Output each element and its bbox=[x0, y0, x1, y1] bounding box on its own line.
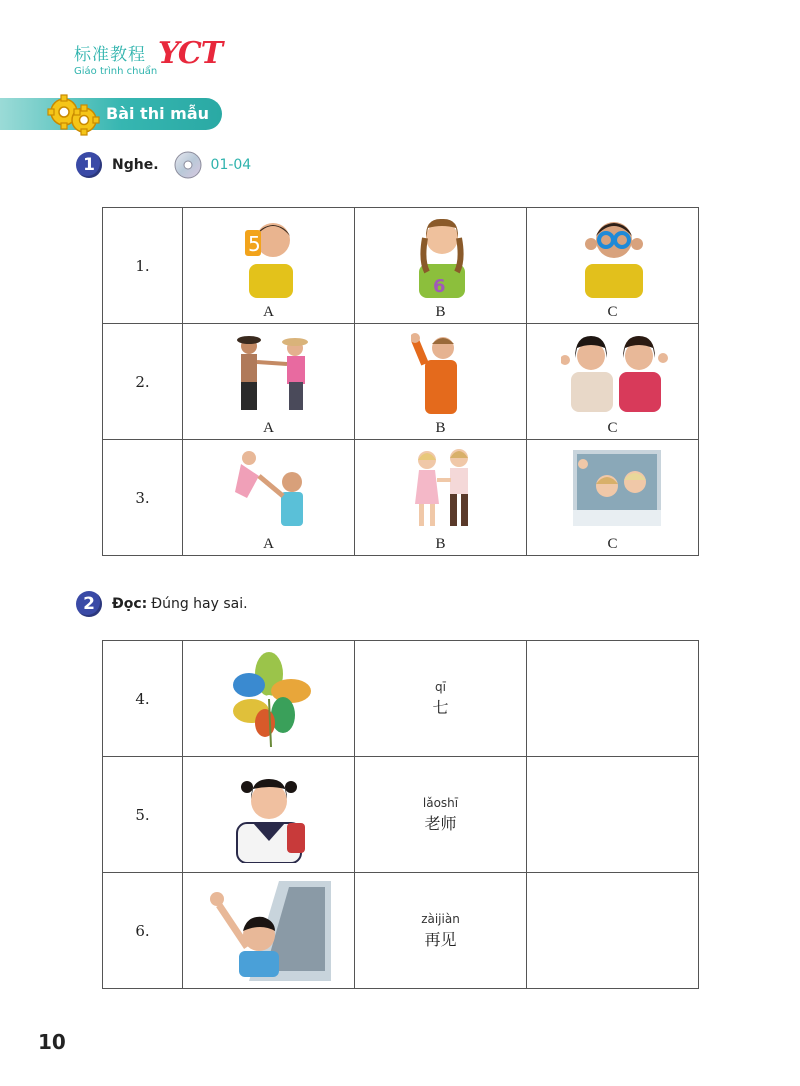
row-number: 6. bbox=[103, 873, 183, 989]
answer-cell[interactable] bbox=[527, 641, 699, 757]
boy-car-window-image bbox=[209, 881, 331, 981]
logo-brand-mark: YCT bbox=[158, 36, 223, 71]
audio-track-number: 01-04 bbox=[210, 157, 252, 173]
svg-text:5: 5 bbox=[248, 232, 261, 256]
table-row bbox=[103, 324, 699, 440]
man-swinging-girl-image bbox=[229, 448, 313, 530]
row-number: 5. bbox=[103, 757, 183, 873]
option-cell bbox=[527, 324, 699, 440]
girl-student-image bbox=[229, 767, 309, 863]
reading-table bbox=[102, 640, 699, 989]
section-instruction: Nghe. bbox=[112, 157, 159, 173]
row-number: 1. bbox=[103, 208, 183, 324]
table-row bbox=[103, 641, 699, 757]
section-number-badge: 2 bbox=[76, 591, 102, 617]
option-cell bbox=[527, 208, 699, 324]
banner-title: Bài thi mẫu bbox=[106, 104, 209, 123]
section-instruction: Đọc: bbox=[112, 596, 148, 612]
option-letter: A bbox=[263, 304, 274, 320]
row-number: 2. bbox=[103, 324, 183, 440]
option-letter: C bbox=[607, 304, 618, 320]
gears-icon bbox=[46, 92, 100, 138]
table-row bbox=[103, 757, 699, 873]
option-letter: A bbox=[263, 420, 274, 436]
table-row bbox=[103, 440, 699, 556]
option-cell bbox=[183, 208, 355, 324]
hanzi-text: 老师 bbox=[424, 813, 457, 833]
pinyin-text: qī bbox=[435, 679, 446, 694]
picture-cell bbox=[183, 757, 355, 873]
table-row bbox=[103, 208, 699, 324]
row-number: 4. bbox=[103, 641, 183, 757]
girls-holding-hands-image bbox=[409, 446, 479, 530]
hanzi-text: 七 bbox=[432, 697, 449, 717]
children-handshake-image bbox=[231, 332, 317, 414]
section-1-heading bbox=[76, 150, 251, 180]
pinyin-text: zàijiàn bbox=[421, 911, 460, 926]
page-number: 10 bbox=[38, 1030, 66, 1054]
pinwheel-image bbox=[219, 649, 319, 749]
logo-vietnamese-title: Giáo trình chuẩn bbox=[74, 66, 158, 77]
option-cell bbox=[355, 440, 527, 556]
picture-cell bbox=[183, 873, 355, 989]
logo-chinese-title: 标准教程 bbox=[74, 45, 146, 65]
option-letter: B bbox=[435, 536, 446, 552]
boy-waving-image bbox=[411, 330, 475, 414]
women-waving-image bbox=[561, 330, 671, 412]
svg-text:6: 6 bbox=[433, 276, 446, 297]
word-cell bbox=[355, 641, 527, 757]
section-2-heading bbox=[76, 591, 248, 617]
girl-number-6-image bbox=[411, 212, 471, 298]
option-letter: C bbox=[607, 536, 618, 552]
option-cell bbox=[183, 324, 355, 440]
pinyin-text: lǎoshī bbox=[422, 795, 459, 810]
option-letter: C bbox=[607, 420, 618, 436]
answer-cell[interactable] bbox=[527, 757, 699, 873]
option-letter: B bbox=[435, 304, 446, 320]
brand-logo bbox=[74, 36, 223, 77]
children-car-window-image bbox=[573, 450, 661, 526]
boy-number-5-image bbox=[239, 214, 299, 298]
option-cell bbox=[183, 440, 355, 556]
boy-number-glasses-image bbox=[581, 212, 647, 298]
option-letter: A bbox=[263, 536, 274, 552]
option-cell bbox=[355, 324, 527, 440]
row-number: 3. bbox=[103, 440, 183, 556]
table-row bbox=[103, 873, 699, 989]
word-cell bbox=[355, 873, 527, 989]
option-cell bbox=[355, 208, 527, 324]
option-cell bbox=[527, 440, 699, 556]
section-banner bbox=[0, 98, 222, 130]
picture-cell bbox=[183, 641, 355, 757]
section-number-badge: 1 bbox=[76, 152, 102, 178]
listening-table bbox=[102, 207, 699, 556]
audio-cd-icon[interactable] bbox=[173, 150, 203, 180]
hanzi-text: 再见 bbox=[424, 929, 457, 949]
option-letter: B bbox=[435, 420, 446, 436]
answer-cell[interactable] bbox=[527, 873, 699, 989]
word-cell bbox=[355, 757, 527, 873]
section-instruction-detail: Đúng hay sai. bbox=[151, 596, 248, 612]
